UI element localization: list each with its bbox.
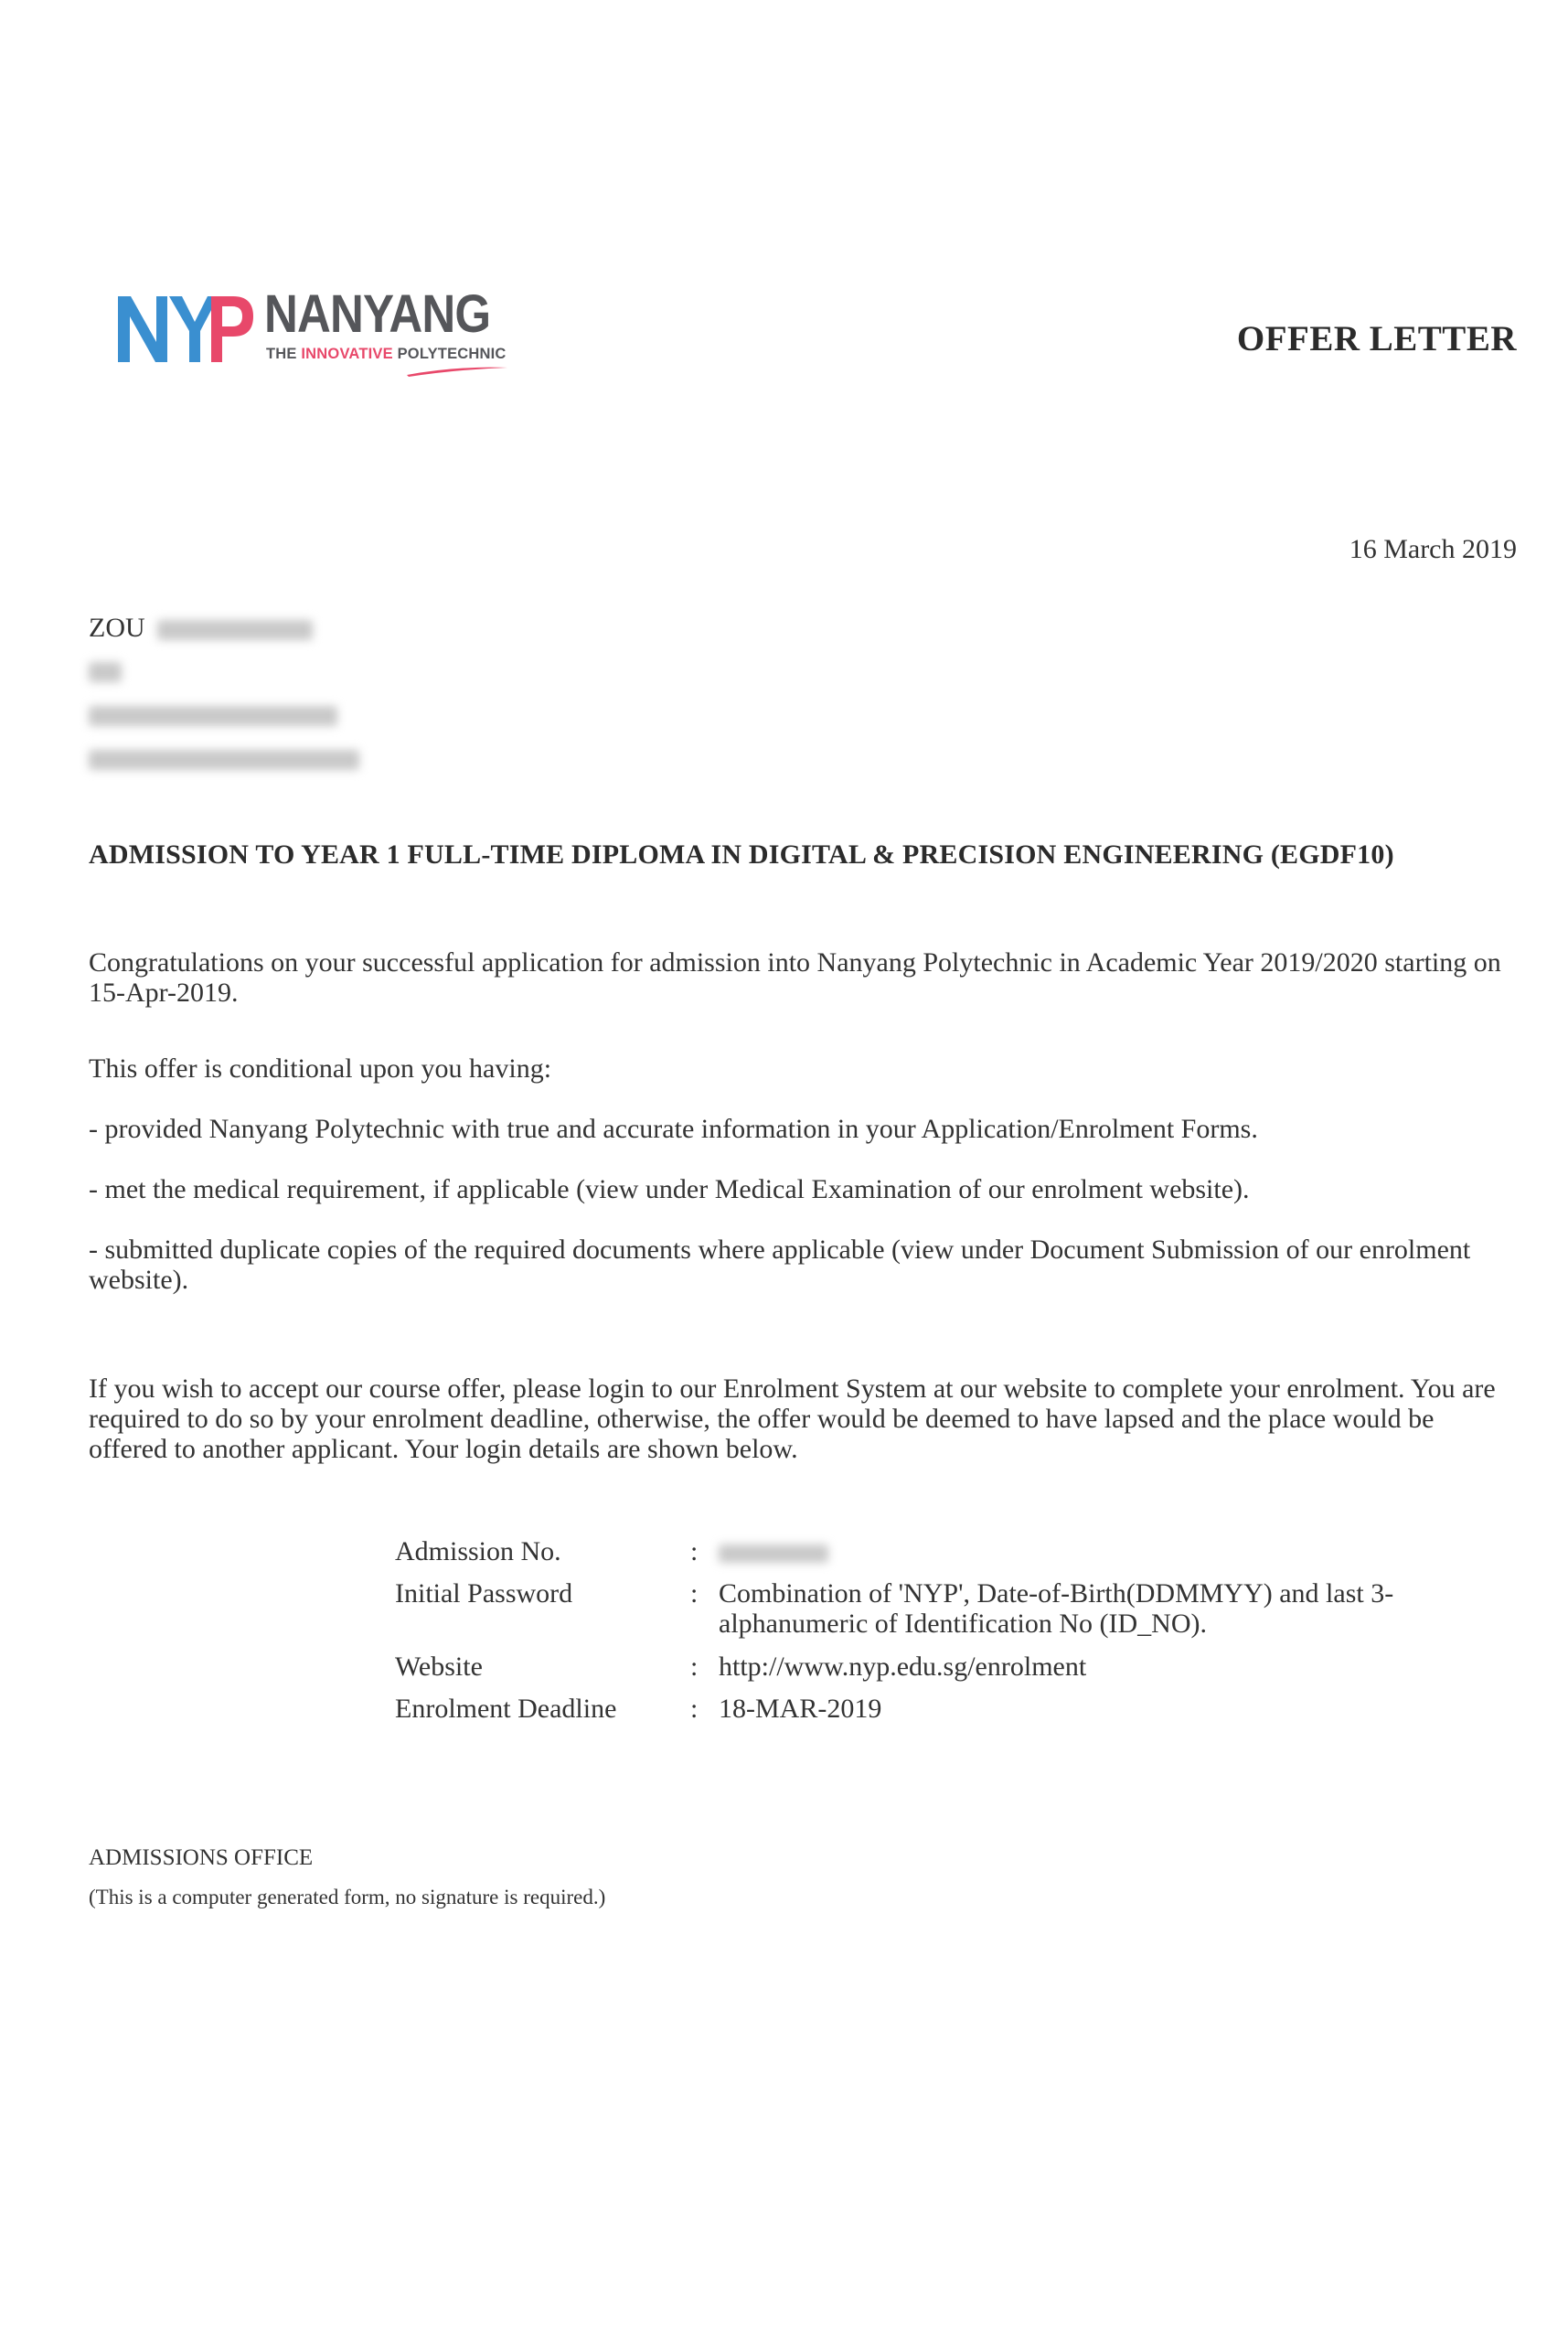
redacted-address-line-1 bbox=[89, 655, 122, 686]
colon: : bbox=[690, 1652, 699, 1682]
password-value: Combination of 'NYP', Date-of-Birth(DDMMYY) and last 3-alphanumeric of Identification No (ID_NO). bbox=[719, 1578, 1394, 1639]
colon: : bbox=[690, 1536, 699, 1566]
login-details bbox=[395, 1536, 1520, 1736]
acceptance-paragraph: If you wish to accept our course offer, please login to our Enrolment System at our website to complete your enrolment. You are required to do so by your enrolment deadline, otherwise, the offer would be deemed to have lapsed and the place would be offered to another applicant. Your login details are shown below. bbox=[89, 1374, 1496, 1464]
website-value[interactable]: http://www.nyp.edu.sg/enrolment bbox=[719, 1652, 1087, 1682]
redacted-address-line-2 bbox=[89, 699, 337, 730]
colon: : bbox=[690, 1694, 699, 1724]
website-label: Website bbox=[395, 1652, 483, 1682]
admission-value-redacted bbox=[719, 1536, 1523, 1566]
redacted-given-name bbox=[157, 620, 313, 640]
nyp-mark-icon bbox=[116, 291, 255, 364]
recipient-surname: ZOU bbox=[89, 613, 145, 643]
nanyang-wordmark: NANYANG bbox=[264, 284, 491, 344]
admission-label: Admission No. bbox=[395, 1536, 561, 1566]
swoosh-icon bbox=[407, 364, 507, 377]
admission-row bbox=[395, 1536, 1520, 1578]
password-row bbox=[395, 1578, 1520, 1652]
password-label: Initial Password bbox=[395, 1578, 573, 1609]
congratulations-paragraph: Congratulations on your successful application for admission into Nanyang Polytechnic in Academic Year 2019/2020 starting on 15-Apr-2019. bbox=[89, 947, 1501, 1008]
logo-tagline: THE INNOVATIVE POLYTECHNIC bbox=[266, 346, 507, 362]
colon: : bbox=[690, 1578, 699, 1609]
letter-date: 16 March 2019 bbox=[1349, 534, 1517, 564]
condition-item: - submitted duplicate copies of the required documents where applicable (view under Document Submission of our enrolment website). bbox=[89, 1235, 1471, 1295]
redacted-address-line-3 bbox=[89, 743, 359, 774]
admissions-office: ADMISSIONS OFFICE bbox=[89, 1845, 314, 1870]
condition-intro: This offer is conditional upon you having: bbox=[89, 1053, 552, 1084]
admission-heading: ADMISSION TO YEAR 1 FULL-TIME DIPLOMA IN DIGITAL & PRECISION ENGINEERING (EGDF10) bbox=[89, 839, 1394, 870]
computer-generated-note: (This is a computer generated form, no signature is required.) bbox=[89, 1886, 606, 1908]
nyp-logo bbox=[116, 285, 509, 386]
website-row bbox=[395, 1652, 1520, 1694]
letter-title: OFFER LETTER bbox=[1236, 319, 1517, 358]
condition-item: - provided Nanyang Polytechnic with true and accurate information in your Application/Enrolment Forms. bbox=[89, 1114, 1258, 1144]
recipient-name bbox=[89, 613, 313, 644]
deadline-label: Enrolment Deadline bbox=[395, 1694, 617, 1724]
deadline-row bbox=[395, 1694, 1520, 1736]
deadline-value: 18-MAR-2019 bbox=[719, 1694, 882, 1724]
condition-item: - met the medical requirement, if applicable (view under Medical Examination of our enrolment website). bbox=[89, 1174, 1250, 1204]
